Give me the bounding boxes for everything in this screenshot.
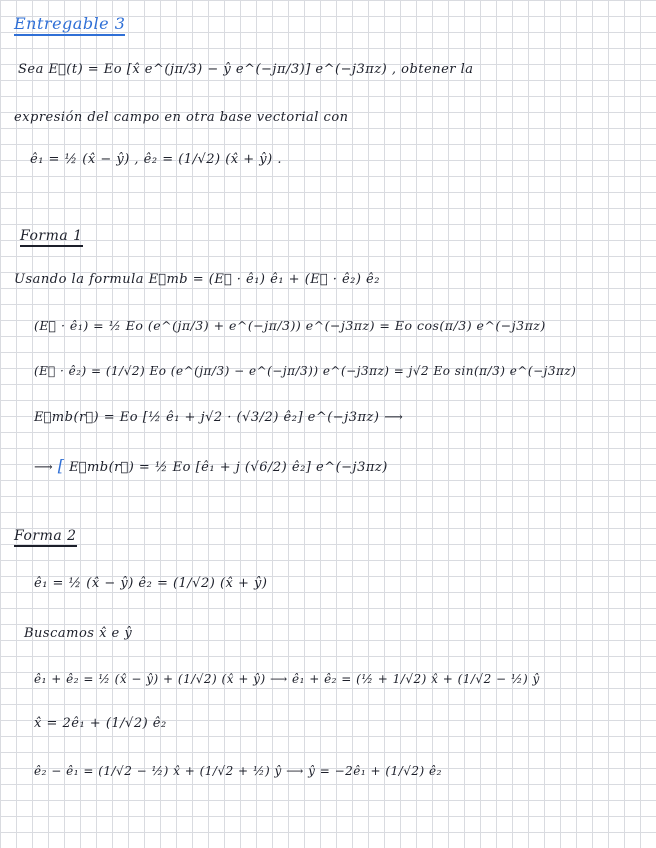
forma1-eq4-arrow: ⟶ <box>34 460 54 475</box>
forma2-search: Buscamos x̂ e ŷ <box>24 626 133 641</box>
forma2-eq1: ê₁ + ê₂ = ½ (x̂ − ŷ) + (1/√2) (x̂ + ŷ) ⟶ ê₁ + ê₂ = (½ + 1/√2) x̂ + (1/√2 − ½) ŷ <box>34 672 540 686</box>
forma2-heading <box>14 528 77 547</box>
intro-line-3: ê₁ = ½ (x̂ − ŷ) , ê₂ = (1/√2) (x̂ + ŷ) . <box>30 152 282 167</box>
forma1-eq1: (E⃗ · ê₁) = ½ Eo (e^(jπ/3) + e^(−jπ/3)) e^(−j3πz) = Eo cos(π/3) e^(−j3πz) <box>34 318 546 333</box>
result-bracket: [ <box>57 456 65 475</box>
forma1-formula: Usando la formula E⃗mb = (E⃗ · ê₁) ê₁ + (E⃗ · ê₂) ê₂ <box>14 272 380 287</box>
forma1-heading <box>20 228 83 247</box>
intro-line-2: expresión del campo en otra base vectorial con <box>14 110 349 125</box>
forma2-underline <box>14 545 77 547</box>
page-title <box>14 14 125 36</box>
forma2-heading-text: Forma 2 <box>14 528 77 544</box>
forma1-underline <box>20 245 83 247</box>
forma2-eq3: ê₂ − ê₁ = (1/√2 − ½) x̂ + (1/√2 + ½) ŷ ⟶ ŷ = −2ê₁ + (1/√2) ê₂ <box>34 764 442 778</box>
title-underline <box>14 34 125 36</box>
forma2-eq2: x̂ = 2ê₁ + (1/√2) ê₂ <box>34 716 167 731</box>
forma1-eq4-line <box>34 456 388 475</box>
forma1-heading-text: Forma 1 <box>20 228 83 244</box>
forma1-eq2: (E⃗ · ê₂) = (1/√2) Eo (e^(jπ/3) − e^(−jπ/3)) e^(−j3πz) = j√2 Eo sin(π/3) e^(−j3πz) <box>34 364 577 378</box>
page-title-text: Entregable 3 <box>14 14 126 33</box>
forma2-bases: ê₁ = ½ (x̂ − ŷ) ê₂ = (1/√2) (x̂ + ŷ) <box>34 576 268 591</box>
forma1-eq3: E⃗mb(r⃗) = Eo [½ ê₁ + j√2 · (√3/2) ê₂] e^(−j3πz) ⟶ <box>34 410 404 425</box>
intro-line-1: Sea E⃗(t) = Eo [x̂ e^(jπ/3) − ŷ e^(−jπ/3)] e^(−j3πz) , obtener la <box>18 62 474 77</box>
forma1-eq4: E⃗mb(r⃗) = ½ Eo [ê₁ + j (√6/2) ê₂] e^(−j3πz) <box>69 460 388 475</box>
